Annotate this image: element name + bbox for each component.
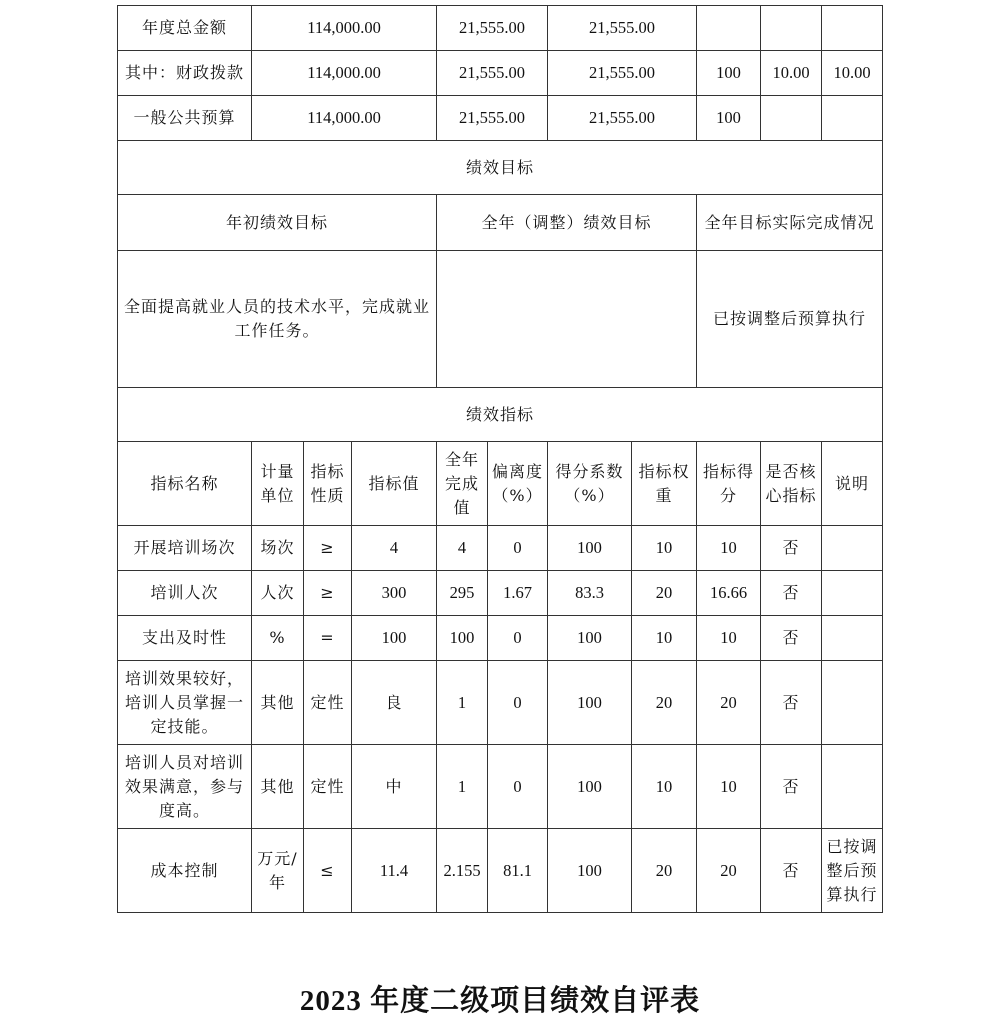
column-header: 偏离度（%） [488,442,548,526]
indicator-note: 已按调整后预算执行 [822,829,883,913]
indicator-weight: 20 [632,829,697,913]
budget-weight: 10.00 [761,51,822,96]
goals-section-header [118,141,883,195]
indicator-actual: 4 [437,526,488,571]
indicator-core: 否 [761,829,822,913]
indicator-score: 16.66 [697,571,761,616]
budget-row-total [118,6,883,51]
indicator-note [822,661,883,745]
indicator-name: 支出及时性 [118,616,252,661]
indicator-unit: 万元/年 [252,829,304,913]
table-row [118,661,883,745]
table-row [118,526,883,571]
annual-budget: 114,000.00 [252,51,437,96]
column-header: 说明 [822,442,883,526]
indicator-deviation: 81.1 [488,829,548,913]
indicator-score: 20 [697,661,761,745]
indicator-target: 11.4 [352,829,437,913]
goal-adjusted-value [437,251,697,388]
budget-name: 年度总金额 [118,6,252,51]
goal-col-actual: 全年目标实际完成情况 [697,195,883,251]
budget-score [822,6,883,51]
adjusted-budget: 21,555.00 [437,6,548,51]
indicator-note [822,745,883,829]
indicator-core: 否 [761,745,822,829]
column-header: 指标名称 [118,442,252,526]
indicator-name: 培训效果较好，培训人员掌握一定技能。 [118,661,252,745]
section-title: 绩效目标 [118,141,883,195]
column-header: 是否核心指标 [761,442,822,526]
indicator-name: 开展培训场次 [118,526,252,571]
indicator-unit: 场次 [252,526,304,571]
indicator-coef: 100 [548,829,632,913]
indicator-core: 否 [761,571,822,616]
execution-rate: 100 [697,96,761,141]
indicator-deviation: 0 [488,661,548,745]
indicator-score: 10 [697,745,761,829]
executed-amount: 21,555.00 [548,51,697,96]
indicator-nature: ≥ [304,526,352,571]
indicator-weight: 10 [632,745,697,829]
budget-score: 10.00 [822,51,883,96]
indicator-weight: 10 [632,526,697,571]
indicator-deviation: 0 [488,745,548,829]
indicator-deviation: 1.67 [488,571,548,616]
indicator-nature: 定性 [304,745,352,829]
indicator-weight: 10 [632,616,697,661]
indicator-core: 否 [761,616,822,661]
execution-rate: 100 [697,51,761,96]
budget-name: 其中：财政拨款 [118,51,252,96]
goal-col-adjusted: 全年（调整）绩效目标 [437,195,697,251]
column-header: 指标性质 [304,442,352,526]
column-header: 计量单位 [252,442,304,526]
indicator-target: 100 [352,616,437,661]
indicator-unit: % [252,616,304,661]
indicator-coef: 83.3 [548,571,632,616]
table-row [118,571,883,616]
indicator-target: 良 [352,661,437,745]
indicator-weight: 20 [632,661,697,745]
indicator-coef: 100 [548,745,632,829]
indicator-nature: = [304,616,352,661]
indicator-coef: 100 [548,616,632,661]
table-row [118,745,883,829]
goal-col-initial: 年初绩效目标 [118,195,437,251]
budget-name: 一般公共预算 [118,96,252,141]
indicator-target: 4 [352,526,437,571]
adjusted-budget: 21,555.00 [437,96,548,141]
indicator-note [822,571,883,616]
table-row [118,616,883,661]
budget-row-fiscal [118,51,883,96]
indicator-actual: 295 [437,571,488,616]
indicator-actual: 1 [437,661,488,745]
budget-weight [761,96,822,141]
indicator-name: 培训人员对培训效果满意，参与度高。 [118,745,252,829]
executed-amount: 21,555.00 [548,96,697,141]
indicator-note [822,616,883,661]
annual-budget: 114,000.00 [252,96,437,141]
indicators-section-header [118,388,883,442]
indicator-target: 中 [352,745,437,829]
budget-weight [761,6,822,51]
indicators-header-row [118,442,883,526]
indicator-actual: 2.155 [437,829,488,913]
indicator-score: 10 [697,526,761,571]
indicator-unit: 人次 [252,571,304,616]
column-header: 指标权重 [632,442,697,526]
indicator-nature: ≤ [304,829,352,913]
page-title: 2023 年度二级项目绩效自评表 [299,985,701,1017]
indicator-unit: 其他 [252,661,304,745]
indicator-note [822,526,883,571]
indicator-target: 300 [352,571,437,616]
indicator-coef: 100 [548,526,632,571]
performance-table [117,5,883,913]
goal-initial-value: 全面提高就业人员的技术水平，完成就业工作任务。 [118,251,437,388]
indicator-deviation: 0 [488,616,548,661]
indicator-name: 培训人次 [118,571,252,616]
column-header: 得分系数（%） [548,442,632,526]
indicator-actual: 100 [437,616,488,661]
column-header: 指标得分 [697,442,761,526]
section-title: 绩效指标 [118,388,883,442]
table-row [118,829,883,913]
indicator-actual: 1 [437,745,488,829]
goals-header-row [118,195,883,251]
column-header: 全年完成值 [437,442,488,526]
indicator-weight: 20 [632,571,697,616]
goals-value-row [118,251,883,388]
column-header: 指标值 [352,442,437,526]
execution-rate [697,6,761,51]
budget-score [822,96,883,141]
indicator-nature: ≥ [304,571,352,616]
indicator-coef: 100 [548,661,632,745]
indicator-name: 成本控制 [118,829,252,913]
indicator-deviation: 0 [488,526,548,571]
indicator-core: 否 [761,526,822,571]
goal-actual-value: 已按调整后预算执行 [697,251,883,388]
adjusted-budget: 21,555.00 [437,51,548,96]
indicator-score: 20 [697,829,761,913]
indicator-core: 否 [761,661,822,745]
indicator-unit: 其他 [252,745,304,829]
annual-budget: 114,000.00 [252,6,437,51]
executed-amount: 21,555.00 [548,6,697,51]
indicator-score: 10 [697,616,761,661]
indicator-nature: 定性 [304,661,352,745]
budget-row-general [118,96,883,141]
